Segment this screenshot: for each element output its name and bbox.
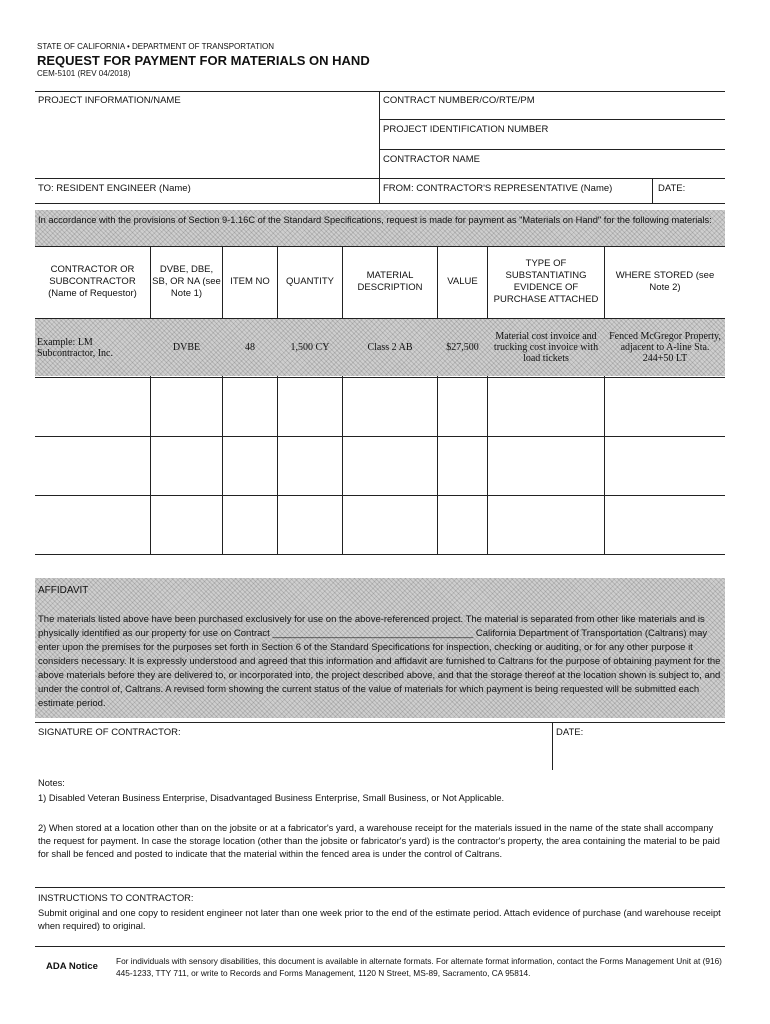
example-dvbe: DVBE bbox=[172, 342, 201, 353]
col-header-material: MATERIAL DESCRIPTION bbox=[357, 270, 423, 293]
col-header-item-no: ITEM NO bbox=[230, 276, 270, 287]
example-where-stored: Fenced McGregor Property, adjacent to A-line Sta. 244+50 LT bbox=[609, 331, 721, 364]
note-2: 2) When stored at a location other than on the jobsite or at a fabricator's yard, a warehouse receipt for the materials issued in the name of the state shall accompany the request for payment. In case the storage location (other than the jobsite or fabricator's yard) is the contractor's property, the area containing the material to be paid for shall be fenced and posted to indicate that the material within the fenced area is under the control of Caltrans. bbox=[38, 823, 720, 859]
signature-field[interactable] bbox=[38, 740, 548, 766]
affidavit-text: The materials listed above have been purchased exclusively for use on the above-referenced project. The material is separated from other like materials and is physically identified as our property for use on Contract ______________________________________ California Department of Transportation (Caltrans) may enter upon the premises for the purposes set forth in Section 6 of the Standard Specifications for inspection, checking or auditing, or for any other purpose it considers necessary. It is expressly understood and agreed that this information and affidavit are furnished to Caltrans for the purpose of obtaining payment for the above materials before they are delivered to, or incorporated into, the project described above, and that the storage thereof at the location shown is subject to, and under the control of, Caltrans. A revised form showing the current status of the value of materials for which payment is being requested will be submitted each estimate period. bbox=[38, 614, 721, 709]
col-header-value: VALUE bbox=[447, 276, 478, 287]
contract-number-label: CONTRACT NUMBER/CO/RTE/PM bbox=[383, 95, 535, 106]
example-contractor: Example: LM Subcontractor, Inc. bbox=[37, 336, 113, 359]
form-title: REQUEST FOR PAYMENT FOR MATERIALS ON HAND bbox=[37, 53, 370, 68]
example-material: Class 2 AB bbox=[367, 342, 413, 353]
from-contractor-rep-label: FROM: CONTRACTOR'S REPRESENTATIVE (Name) bbox=[383, 183, 613, 194]
example-evidence: Material cost invoice and trucking cost invoice with load tickets bbox=[493, 331, 599, 364]
signature-label: SIGNATURE OF CONTRACTOR: bbox=[38, 727, 181, 738]
note-1: 1) Disabled Veteran Business Enterprise, Disadvantaged Business Enterprise, Small Business, or Not Applicable. bbox=[38, 793, 505, 803]
col-header-quantity: QUANTITY bbox=[285, 276, 335, 287]
ada-notice-label: ADA Notice bbox=[46, 961, 98, 972]
affidavit-heading: AFFIDAVIT bbox=[38, 585, 89, 596]
notes-heading: Notes: bbox=[38, 778, 65, 788]
entry-row-2[interactable] bbox=[36, 437, 724, 494]
col-header-contractor: CONTRACTOR OR SUBCONTRACTOR (Name of Requestor) bbox=[48, 264, 137, 299]
instructions-text: Submit original and one copy to resident engineer not later than one week prior to the end of the estimate period. Attach evidence of purchase (and warehouse receipt when required) to original. bbox=[38, 908, 721, 931]
resident-engineer-field[interactable] bbox=[200, 181, 375, 195]
contractor-name-label: CONTRACTOR NAME bbox=[383, 154, 480, 165]
example-item-no: 48 bbox=[245, 342, 255, 353]
intro-text: In accordance with the provisions of Section 9-1.16C of the Standard Specifications, request is made for payment as "Materials on Hand" for the following materials: bbox=[38, 215, 712, 225]
signature-date-field[interactable] bbox=[590, 725, 724, 765]
date-field[interactable] bbox=[690, 181, 724, 195]
project-id-label: PROJECT IDENTIFICATION NUMBER bbox=[383, 124, 549, 135]
contractor-name-field[interactable] bbox=[383, 165, 723, 175]
entry-row-1[interactable] bbox=[36, 378, 724, 435]
instructions-heading: INSTRUCTIONS TO CONTRACTOR: bbox=[38, 893, 194, 903]
to-resident-engineer-label: TO: RESIDENT ENGINEER (Name) bbox=[38, 183, 191, 194]
example-value: $27,500 bbox=[446, 342, 479, 353]
project-info-field[interactable] bbox=[38, 108, 374, 172]
ada-notice-text: For individuals with sensory disabilities, this document is available in alternate formats. For alternate format information, contact the Forms Management Unit at (916) 445-1233, TTY 711, or write to Records and Forms Management, 1120 N Street, MS-89, Sacramento, CA 95814. bbox=[116, 956, 722, 978]
form-id: CEM-5101 (REV 04/2018) bbox=[37, 69, 131, 78]
contract-number-field[interactable] bbox=[383, 106, 723, 116]
col-header-evidence: TYPE OF SUBSTANTIATING EVIDENCE OF PURCHASE ATTACHED bbox=[493, 258, 599, 305]
date-label: DATE: bbox=[658, 183, 686, 194]
project-info-label: PROJECT INFORMATION/NAME bbox=[38, 95, 181, 106]
agency-line: STATE OF CALIFORNIA • DEPARTMENT OF TRANSPORTATION bbox=[37, 42, 275, 51]
entry-row-3[interactable] bbox=[36, 496, 724, 553]
signature-date-label: DATE: bbox=[556, 727, 584, 738]
col-header-dvbe: DVBE, DBE, SB, OR NA (see Note 1) bbox=[152, 264, 221, 299]
project-id-field[interactable] bbox=[383, 135, 723, 145]
example-quantity: 1,500 CY bbox=[290, 342, 330, 353]
col-header-where-stored: WHERE STORED (see Note 2) bbox=[615, 270, 715, 293]
